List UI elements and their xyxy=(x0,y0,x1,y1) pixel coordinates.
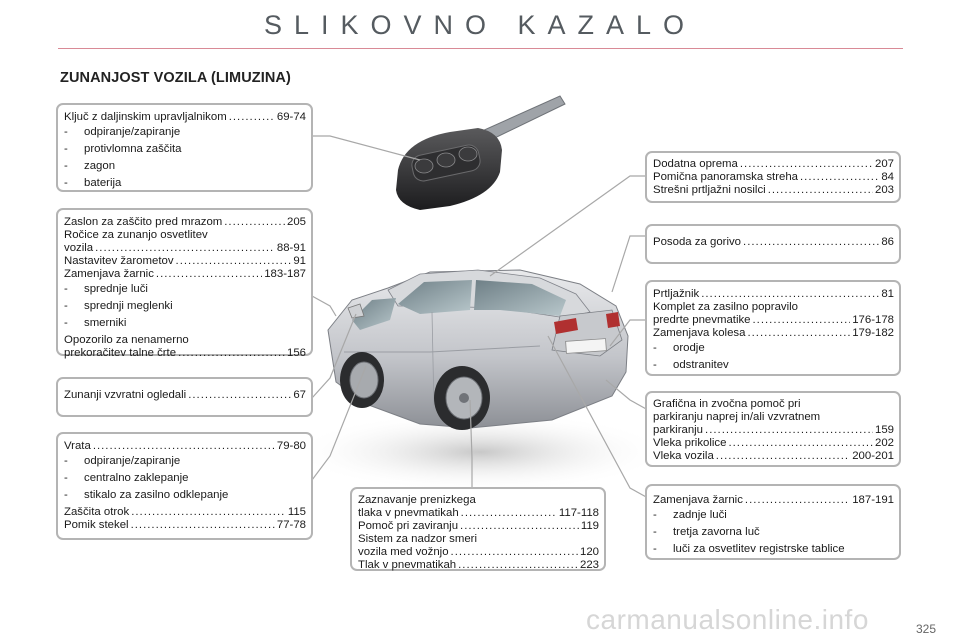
box-mirrors: Zunanji vzvratni ogledali ..... 67 xyxy=(56,377,313,417)
box-extra-equipment: Dodatna oprema ..... 207 Pomična panoramska streha ..... 84 Strešni prtljažni nosilci ..... 203 xyxy=(645,151,901,203)
section-title: ZUNANJOST VOZILA (LIMUZINA) xyxy=(60,70,291,86)
box-tyres-braking: Zaznavanje prenizkega tlaka v pnevmatikah ..... 117-118 Pomoč pri zaviranju ..... 119 Sistem za nadzor smeri vozila med vožnjo ..... 120 Tlak v pnevmatikah ..... 223 xyxy=(350,487,606,571)
box-frost-lights: Zaslon za zaščito pred mrazom ..... 205 Ročice za zunanjo osvetlitev vozila ..... 88-91 Nastavitev žarometov ..... 91 Zamenjava žarnic ..... 183-187 - sprednje luči - sprednji meglenki - smerniki Opozorilo za nenamerno prekoračitev talne črte ..... 156 xyxy=(56,208,313,356)
page-number: 325 xyxy=(915,622,936,636)
box-doors: Vrata ..... 79-80 - odpiranje/zapiranje - centralno zaklepanje - stikalo za zasilno odklepanje Zaščita otrok ..... 115 Pomik stekel ..... 77-78 xyxy=(56,432,313,540)
box-boot-wheels: Prtljažnik ..... 81 Komplet za zasilno popravilo predrte pnevmatike ..... 176-178 Zamenjava kolesa ..... 179-182 - orodje - odstranitev xyxy=(645,280,901,376)
box-remote-key: Ključ z daljinskim upravljalnikom ..... 69-74 - odpiranje/zapiranje - protivlomna zaščita - zagon - baterija xyxy=(56,103,313,192)
box-rear-bulbs: Zamenjava žarnic ..... 187-191 - zadnje luči - tretja zavorna luč - luči za osvetlitev registrske tablice xyxy=(645,484,901,560)
watermark: carmanualsonline.info xyxy=(586,604,869,635)
box-fuel-tank: Posoda za gorivo ..... 86 xyxy=(645,224,901,264)
box-parking-towing: Grafična in zvočna pomoč pri parkiranju naprej in/ali vzvratnem parkiranju ..... 159 Vleka prikolice ..... 202 Vleka vozila ..... 200-201 xyxy=(645,391,901,467)
remote-key-icon xyxy=(396,96,565,210)
sedan-car-icon xyxy=(290,270,670,492)
page-title: SLIKOVNO KAZALO xyxy=(263,10,697,40)
